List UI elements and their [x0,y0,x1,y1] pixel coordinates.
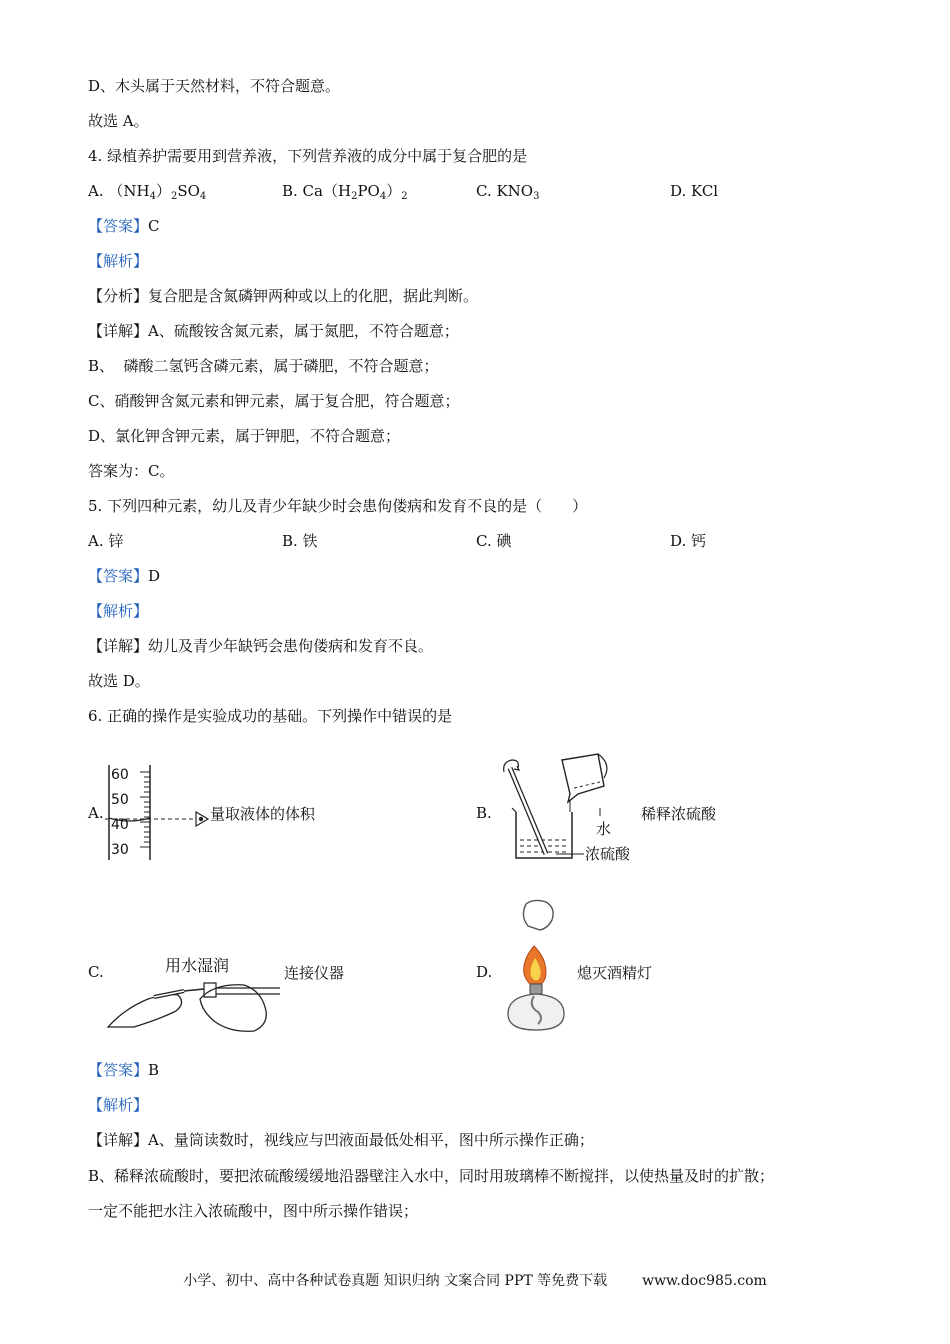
q4-option-c: C. $KNO_3$ [476,182,540,202]
alcohol-lamp-figure [498,896,570,1036]
q6-option-b-caption: 稀释浓硫酸 [641,805,717,823]
text-line: D、木头属于天然材料，不符合题意。 [88,77,341,95]
q6-detail-b: B、稀释浓硫酸时，要把浓硫酸缓缓地沿器壁注入水中，同时用玻璃棒不断搅拌，以使热量及时的扩散； [88,1167,775,1185]
q5-option-a: A. 锌 [88,532,124,550]
q6-answer: 【答案】B [88,1061,160,1079]
q6-option-c-caption: 连接仪器 [284,964,345,982]
footer-link[interactable]: www.doc985.com [642,1273,767,1289]
question-5: 5. 下列四种元素，幼儿及青少年缺少时会患佝偻病和发育不良的是（ ） [88,497,588,515]
page-footer [0,1270,950,1290]
q4-detail-b: B、 磷酸二氢钙含磷元素，属于磷肥，不符合题意； [88,357,439,375]
q4-detail-c: C、硝酸钾含氮元素和钾元素，属于复合肥，符合题意； [88,392,460,410]
q4-analysis: 【分析】复合肥是含氮磷钾两种或以上的化肥，据此判断。 [88,287,479,305]
question-6: 6. 正确的操作是实验成功的基础。下列操作中错误的是 [88,707,453,725]
footer-text: 小学、初中、高中各种试卷真题 知识归纳 文案合同 PPT 等免费下载 [183,1273,608,1289]
water-label: 水 [596,820,612,838]
q6-option-a-caption: 量取液体的体积 [210,805,316,823]
q4-option-b: B. $Ca(H_2PO_4)_2$ [282,182,408,202]
q5-option-d: D. 钙 [670,532,707,550]
cylinder-tick-label: 30 [111,842,129,858]
q6-option-d-caption: 熄灭酒精灯 [577,964,653,982]
q6-option-b-letter: B. [476,804,492,822]
q4-option-a: A. $(NH_4)_2SO_4$ [88,182,207,202]
q5-conclusion: 故选 D。 [88,672,150,690]
question-4: 4. 绿植养护需要用到营养液，下列营养液的成分中属于复合肥的是 [88,147,528,165]
acid-label: 浓硫酸 [585,845,631,863]
wet-label: 用水湿润 [165,956,230,975]
q5-analysis-heading: 【解析】 [88,602,149,620]
q4-conclusion: 答案为：C。 [88,462,175,480]
q5-option-c: C. 碘 [476,532,512,550]
q4-analysis-heading: 【解析】 [88,252,149,270]
q5-answer: 【答案】D [88,567,161,585]
q4-detail: 【详解】A、硫酸铵含氮元素，属于氮肥，不符合题意； [88,322,459,340]
q5-detail: 【详解】幼儿及青少年缺钙会患佝偻病和发育不良。 [88,637,434,655]
q5-option-b: B. 铁 [282,532,318,550]
q4-option-d: D. KCl [670,182,719,200]
cylinder-tick-label: 40 [111,817,129,833]
cylinder-tick-label: 60 [111,767,129,783]
q4-detail-d: D、氯化钾含钾元素，属于钾肥，不符合题意； [88,427,401,445]
q6-detail-b-cont: 一定不能把水注入浓硫酸中，图中所示操作错误； [88,1202,419,1220]
q6-analysis-heading: 【解析】 [88,1096,149,1114]
connect-apparatus-figure [104,975,284,1035]
cylinder-tick-label: 50 [111,792,129,808]
q6-option-d-letter: D. [476,963,493,981]
q6-option-a-letter: A. [88,804,104,822]
q6-option-c-letter: C. [88,963,104,981]
text-line: 故选 A。 [88,112,149,130]
q6-detail: 【详解】A、量筒读数时，视线应与凹液面最低处相平，图中所示操作正确； [88,1131,594,1149]
q4-answer: 【答案】C [88,217,160,235]
